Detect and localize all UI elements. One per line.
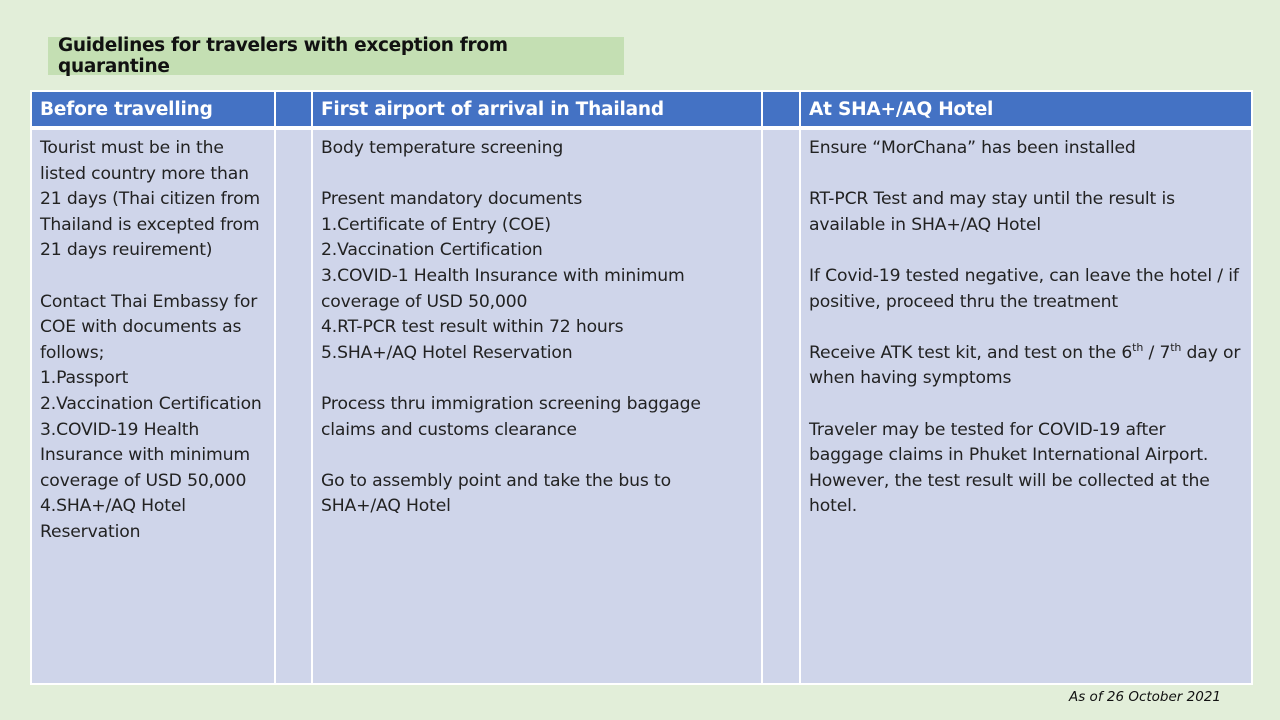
list-item: 1.Passport bbox=[40, 368, 129, 389]
column-header-before: Before travelling bbox=[31, 91, 275, 128]
header-spacer bbox=[275, 91, 312, 128]
hotel-rtpcr: RT-PCR Test and may stay until the result is available in SHA+/AQ Hotel bbox=[809, 189, 1175, 235]
ordinal-suffix: th bbox=[1132, 340, 1144, 354]
column-header-hotel: At SHA+/AQ Hotel bbox=[800, 91, 1252, 128]
airport-immigration: Process thru immigration screening baggage claims and customs clearance bbox=[321, 393, 701, 440]
hotel-result: If Covid-19 tested negative, can leave the hotel / if positive, proceed thru the treatment bbox=[809, 265, 1239, 312]
guidelines-table bbox=[30, 90, 1253, 685]
list-item: 4.SHA+/AQ Hotel Reservation bbox=[40, 496, 186, 542]
list-item: 3.COVID-1 Health Insurance with minimum coverage of USD 50,000 bbox=[321, 265, 685, 312]
before-cell bbox=[31, 128, 275, 684]
list-item: 5.SHA+/AQ Hotel Reservation bbox=[321, 342, 573, 363]
hotel-airport-test: Traveler may be tested for COVID-19 after baggage claims in Phuket International Airport. However, the test result will be collected at the hotel. bbox=[809, 419, 1210, 517]
body-spacer bbox=[275, 128, 312, 684]
as-of-date: As of 26 October 2021 bbox=[1069, 689, 1222, 705]
before-documents bbox=[40, 290, 266, 546]
airport-screening: Body temperature screening bbox=[321, 138, 564, 158]
body-spacer bbox=[762, 128, 800, 684]
atk-text: / 7 bbox=[1143, 342, 1171, 363]
list-item: 2.Vaccination Certification bbox=[321, 240, 543, 261]
hotel-cell bbox=[800, 128, 1252, 684]
airport-documents bbox=[321, 187, 753, 366]
airport-bus: Go to assembly point and take the bus to SHA+/AQ Hotel bbox=[321, 470, 671, 517]
list-item: 3.COVID-19 Health Insurance with minimum coverage of USD 50,000 bbox=[40, 419, 250, 491]
airport-documents-intro: Present mandatory documents bbox=[321, 189, 583, 210]
before-documents-intro: Contact Thai Embassy for COE with documents as follows; bbox=[40, 291, 258, 363]
content-row bbox=[31, 128, 1252, 684]
list-item: 2.Vaccination Certification bbox=[40, 393, 262, 414]
list-item: 1.Certificate of Entry (COE) bbox=[321, 214, 551, 235]
list-item: 4.RT-PCR test result within 72 hours bbox=[321, 317, 624, 338]
airport-cell bbox=[312, 128, 762, 684]
header-row bbox=[31, 91, 1252, 128]
atk-text: Receive ATK test kit, and test on the 6 bbox=[809, 342, 1133, 363]
atk-text: day or when having symptoms bbox=[809, 342, 1241, 389]
before-requirement: Tourist must be in the listed country more than 21 days (Thai citizen from Thailand is excepted from 21 days reuirement) bbox=[40, 138, 261, 261]
hotel-morchana: Ensure “MorChana” has been installed bbox=[809, 138, 1136, 158]
ordinal-suffix: th bbox=[1170, 340, 1182, 354]
page-title: Guidelines for travelers with exception from quarantine bbox=[48, 37, 624, 75]
header-spacer bbox=[762, 91, 800, 128]
column-header-airport: First airport of arrival in Thailand bbox=[312, 91, 762, 128]
hotel-atk bbox=[809, 341, 1243, 392]
